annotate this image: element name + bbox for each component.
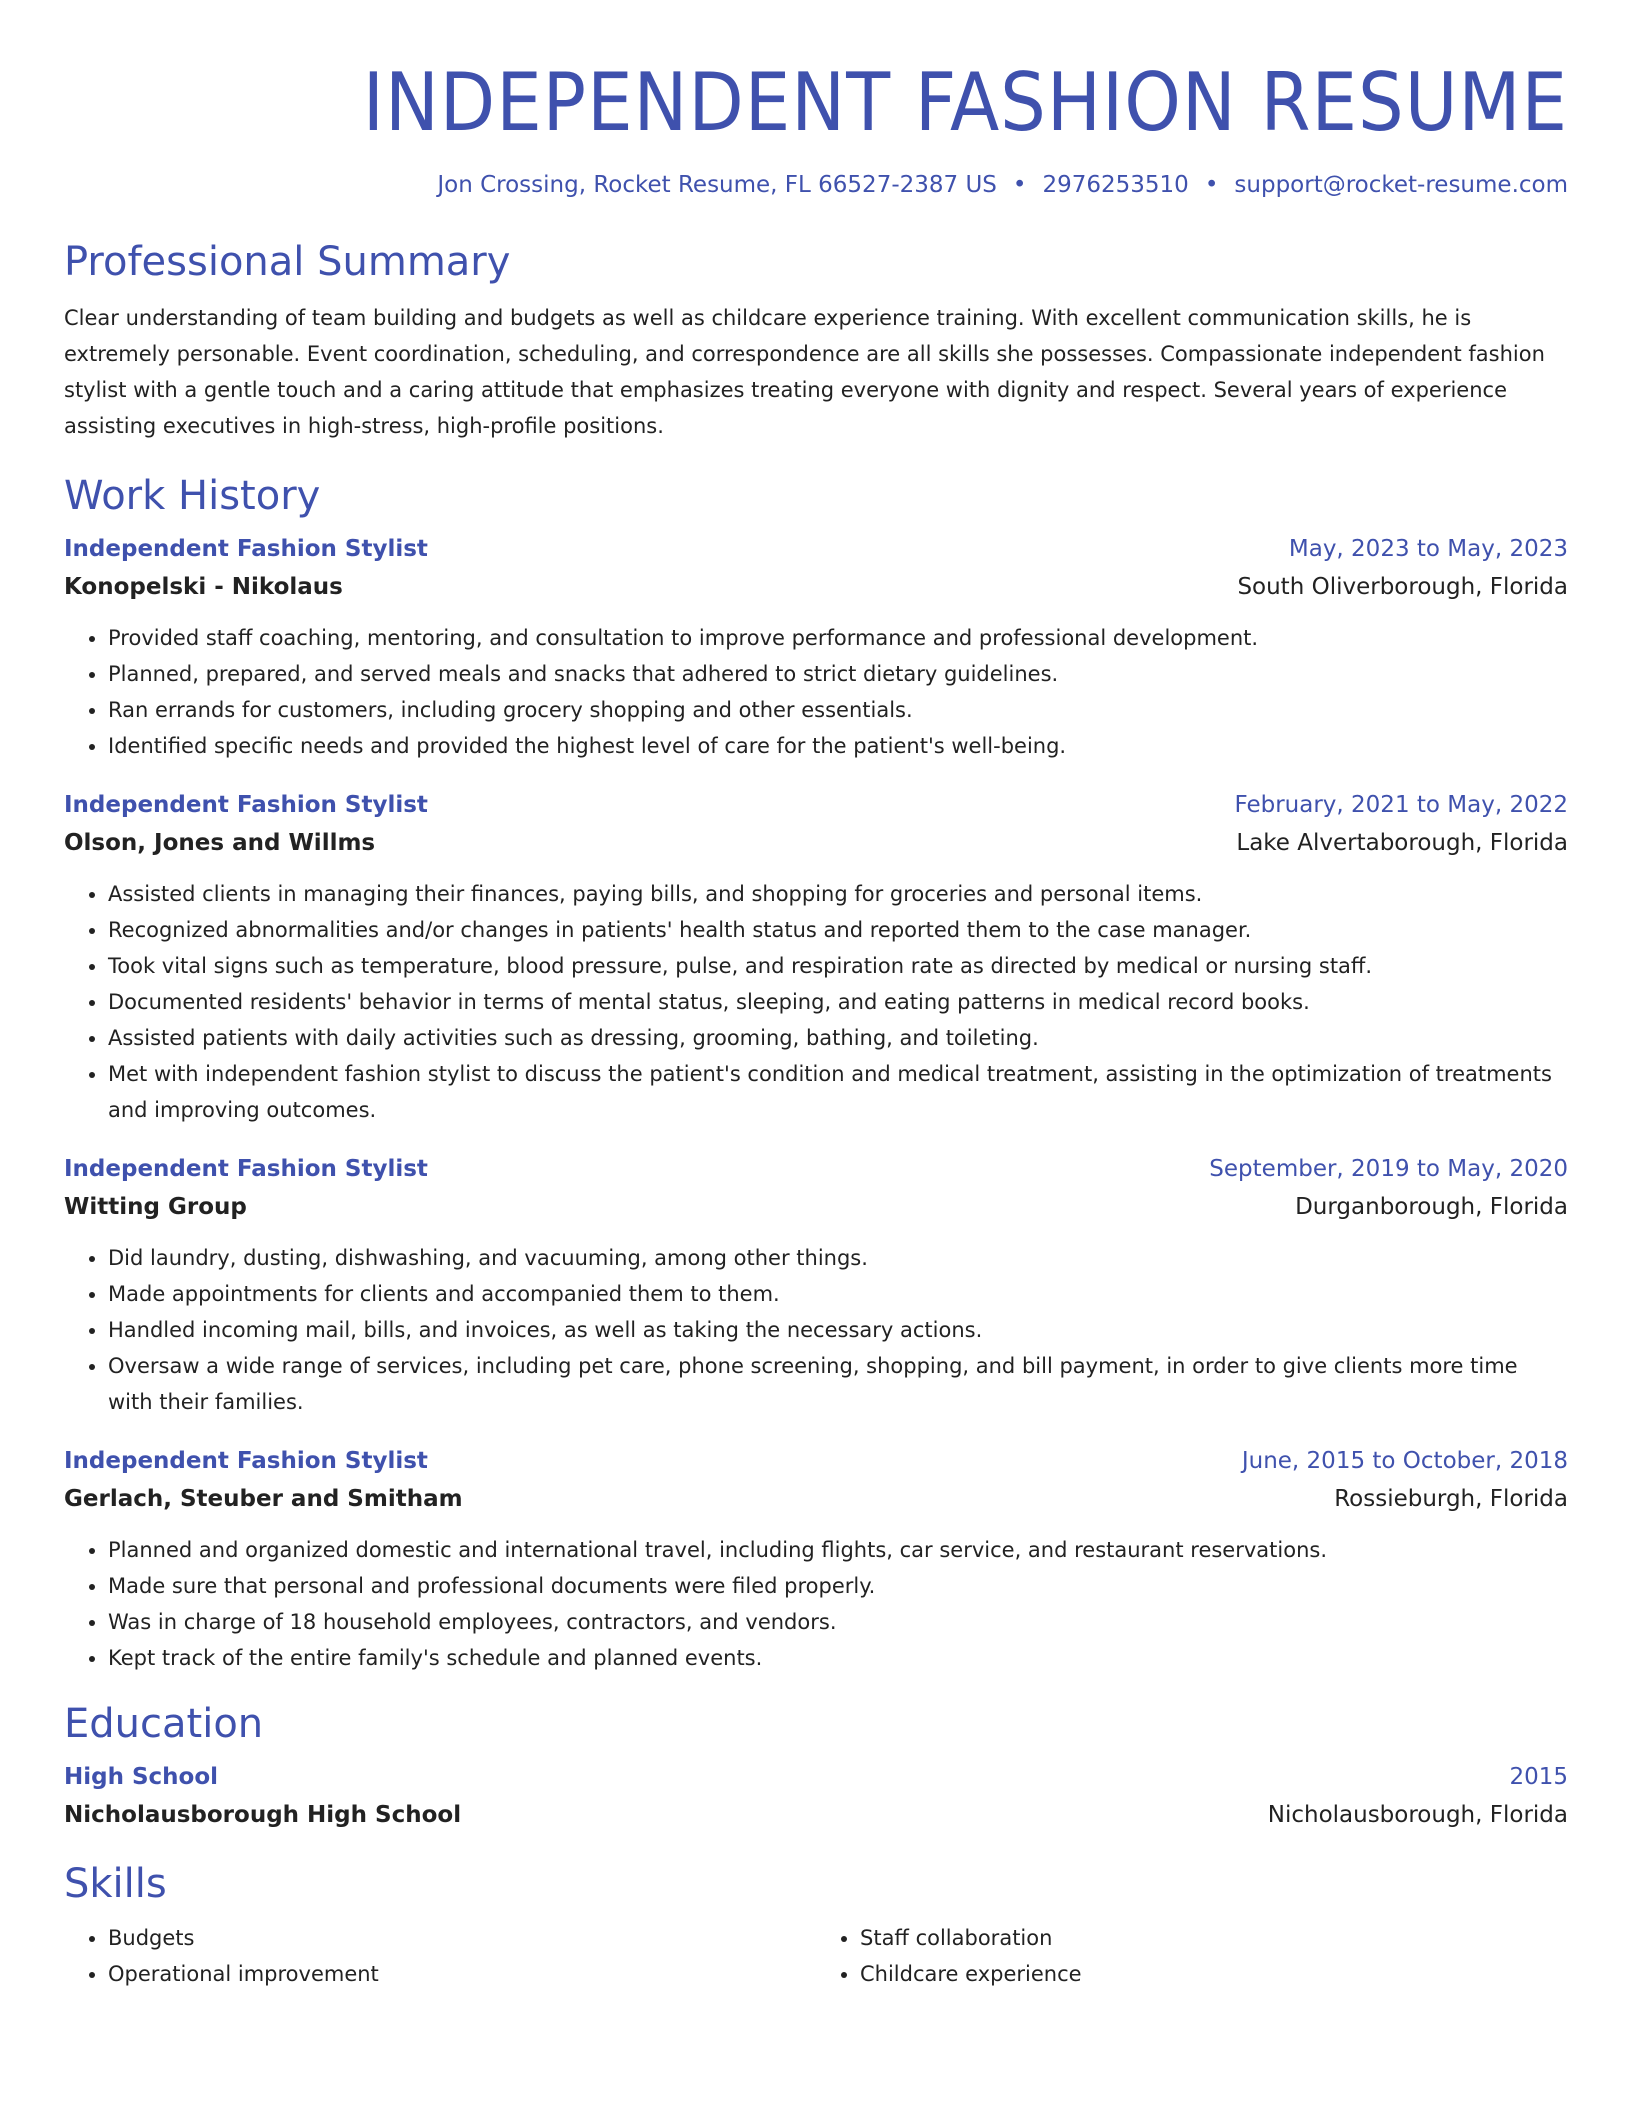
education-year: 2015 [1509, 1764, 1568, 1790]
education-degree: High School [64, 1764, 219, 1790]
skill-item: • Operational improvement [108, 1956, 816, 1992]
job-bullet: • Identified specific needs and provided the highest level of care for the patient's well-being. [108, 728, 1568, 764]
job-company: Witting Group [64, 1194, 247, 1220]
job-bullet: • Met with independent fashion stylist to discuss the patient's condition and medical treatment, assisting in the optimization of treatments and improving outcomes. [108, 1056, 1568, 1128]
job-entry [64, 530, 1568, 764]
work-history-heading: Work History [64, 473, 321, 519]
contact-separator: • [1012, 172, 1027, 198]
education-heading: Education [64, 1701, 264, 1747]
job-title: Independent Fashion Stylist [64, 792, 428, 818]
skill-item: • Budgets [108, 1920, 816, 1956]
summary-heading: Professional Summary [64, 239, 511, 285]
job-bullet: • Oversaw a wide range of services, including pet care, phone screening, shopping, and bill payment, in order to give clients more time with their families. [108, 1348, 1568, 1420]
job-title: Independent Fashion Stylist [64, 1156, 428, 1182]
job-bullet: • Planned, prepared, and served meals and snacks that adhered to strict dietary guidelines. [108, 656, 1568, 692]
job-entry [64, 1150, 1568, 1420]
job-bullet: • Planned and organized domestic and international travel, including flights, car service, and restaurant reservations. [108, 1532, 1568, 1568]
contact-address: Jon Crossing, Rocket Resume, FL 66527-2387 US [437, 172, 997, 198]
job-dates: September, 2019 to May, 2020 [1209, 1156, 1568, 1182]
skill-item: • Childcare experience [860, 1956, 1568, 1992]
contact-line [64, 168, 1568, 202]
job-bullet: • Assisted clients in managing their finances, paying bills, and shopping for groceries and personal items. [108, 876, 1568, 912]
job-company: Konopelski - Nikolaus [64, 574, 343, 600]
education-location: Nicholausborough, Florida [1267, 1802, 1568, 1828]
contact-separator: • [1204, 172, 1219, 198]
job-bullet: • Documented residents' behavior in terms of mental status, sleeping, and eating patterns in medical record books. [108, 984, 1568, 1020]
job-dates: May, 2023 to May, 2023 [1288, 536, 1568, 562]
job-bullet: • Did laundry, dusting, dishwashing, and vacuuming, among other things. [108, 1240, 1568, 1276]
job-entry [64, 786, 1568, 1128]
job-bullet: • Recognized abnormalities and/or changes in patients' health status and reported them to the case manager. [108, 912, 1568, 948]
job-bullet: • Assisted patients with daily activities such as dressing, grooming, bathing, and toileting. [108, 1020, 1568, 1056]
job-company: Gerlach, Steuber and Smitham [64, 1486, 463, 1512]
job-bullets [64, 876, 1568, 1128]
resume-page [64, 0, 1568, 2112]
job-location: Durganborough, Florida [1295, 1194, 1568, 1220]
job-bullet: • Handled incoming mail, bills, and invoices, as well as taking the necessary actions. [108, 1312, 1568, 1348]
skill-item: • Staff collaboration [860, 1920, 1568, 1956]
job-bullets [64, 620, 1568, 764]
job-company: Olson, Jones and Willms [64, 830, 376, 856]
job-bullet: • Ran errands for customers, including grocery shopping and other essentials. [108, 692, 1568, 728]
job-location: Rossieburgh, Florida [1334, 1486, 1568, 1512]
job-entry [64, 1442, 1568, 1676]
job-bullet: • Made sure that personal and professional documents were filed properly. [108, 1568, 1568, 1604]
job-bullet: • Was in charge of 18 household employees, contractors, and vendors. [108, 1604, 1568, 1640]
skills-column-right [816, 1920, 1568, 1992]
job-bullet: • Made appointments for clients and accompanied them to them. [108, 1276, 1568, 1312]
job-location: Lake Alvertaborough, Florida [1236, 830, 1568, 856]
resume-title: INDEPENDENT FASHION RESUME [362, 56, 1568, 149]
contact-phone: 2976253510 [1042, 172, 1189, 198]
skills-column-left [64, 1920, 816, 1992]
job-title: Independent Fashion Stylist [64, 536, 428, 562]
job-dates: February, 2021 to May, 2022 [1234, 792, 1568, 818]
summary-text: Clear understanding of team building and budgets as well as childcare experience training. With excellent communication skills, he is extremely personable. Event coordination, scheduling, and correspondence are all skills she possesses. Compassionate independent fashion stylist with a gentle touch and a caring attitude that emphasizes treating everyone with dignity and respect. Several years of experience assisting executives in high-stress, high-profile positions. [64, 306, 1545, 438]
job-bullets [64, 1240, 1568, 1420]
job-title: Independent Fashion Stylist [64, 1448, 428, 1474]
education-entry [64, 1758, 1568, 1834]
job-bullet: • Took vital signs such as temperature, blood pressure, pulse, and respiration rate as directed by medical or nursing staff. [108, 948, 1568, 984]
job-location: South Oliverborough, Florida [1237, 574, 1568, 600]
job-dates: June, 2015 to October, 2018 [1241, 1448, 1568, 1474]
education-school: Nicholausborough High School [64, 1802, 462, 1828]
skills-heading: Skills [64, 1861, 167, 1907]
skills-list [64, 1920, 1568, 1992]
job-bullet: • Kept track of the entire family's schedule and planned events. [108, 1640, 1568, 1676]
job-bullets [64, 1532, 1568, 1676]
job-bullet: • Provided staff coaching, mentoring, and consultation to improve performance and professional development. [108, 620, 1568, 656]
contact-email: support@rocket-resume.com [1234, 172, 1568, 198]
